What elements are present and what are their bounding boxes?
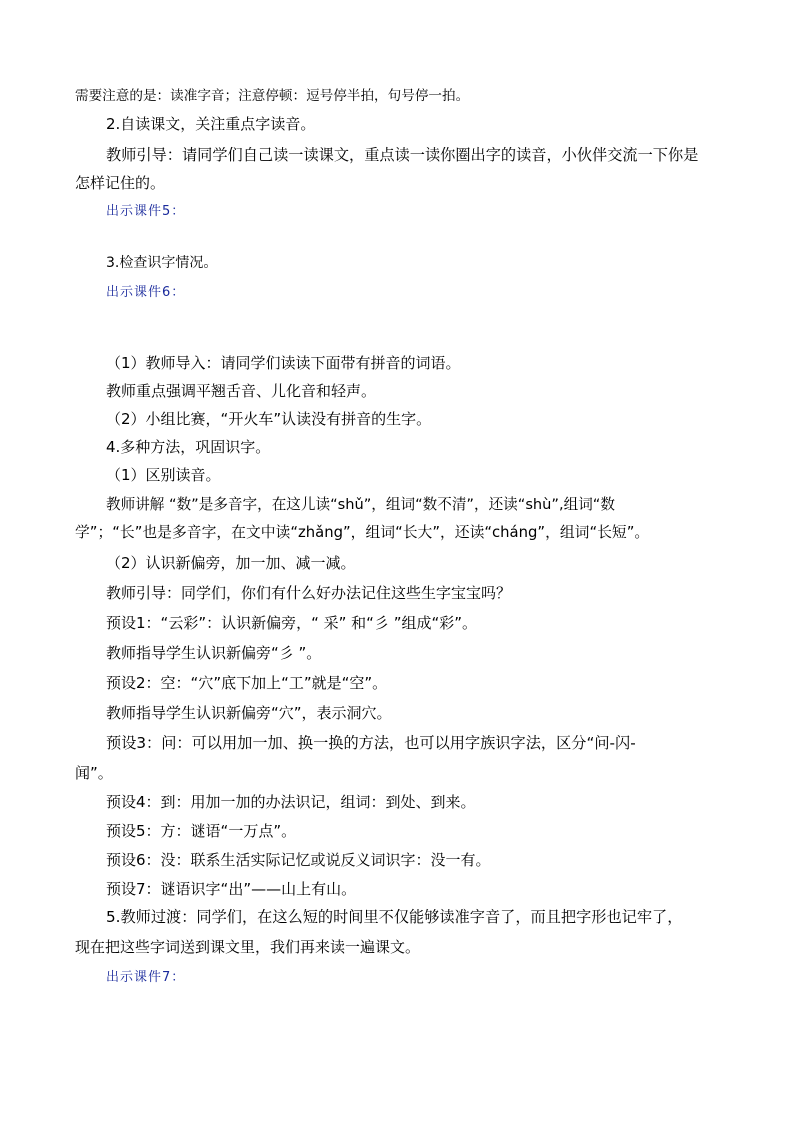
text-line: （2）认识新偏旁，加一加、减一减。 [106, 554, 356, 572]
text-line: 怎样记住的。 [75, 174, 166, 192]
text-line: 预设7：谜语识字“出”——山上有山。 [106, 880, 357, 898]
text-line: 教师引导：同学们，你们有什么好办法记住这些生字宝宝吗？ [106, 584, 512, 602]
text-line: 预设3：问：可以用加一加、换一换的方法，也可以用字族识字法，区分“问-闪- [106, 734, 636, 752]
text-line: 预设2：空：“穴”底下加上“工”就是“空”。 [106, 674, 388, 692]
text-line: 预设1：“云彩”：认识新偏旁，“ 采” 和“彡 ”组成“彩”。 [106, 614, 478, 632]
courseware-label: 出示课件7： [106, 970, 186, 985]
text-line: 5.教师过渡：同学们，在这么短的时间里不仅能够读准字音了，而且把字形也记牢了， [106, 908, 683, 926]
section-heading: 4.多种方法，巩固识字。 [106, 438, 271, 456]
text-line: 现在把这些字词送到课文里，我们再来读一遍课文。 [75, 938, 421, 956]
text-line: （1）教师导入：请同学们读读下面带有拼音的词语。 [106, 354, 461, 372]
text-line: （1）区别读音。 [106, 466, 221, 484]
text-line: 预设6：没：联系生活实际记忆或说反义词识字：没一有。 [106, 851, 491, 869]
section-heading: 3.检查识字情况。 [106, 255, 218, 271]
text-line: 闻”。 [75, 764, 113, 782]
text-line: 教师讲解 “数”是多音字，在这儿读“shǔ”，组词“数不清”，还读“shù”,组词“数 [106, 496, 615, 513]
text-line: 教师指导学生认识新偏旁“彡 ”。 [106, 644, 322, 662]
text-line: 学”；“长”也是多音字，在文中读“zhǎng”，组词“长大”，还读“cháng”，组词“长短”。 [75, 524, 650, 541]
text-line: （2）小组比赛，“开火车”认读没有拼音的生字。 [106, 410, 432, 428]
text-line: 教师重点强调平翘舌音、儿化音和轻声。 [106, 382, 377, 400]
text-line: 预设4：到：用加一加的办法识记，组词：到处、到来。 [106, 793, 476, 811]
text-line: 需要注意的是：读准字音；注意停顿：逗号停半拍，句号停一拍。 [75, 88, 470, 104]
text-line: 教师指导学生认识新偏旁“穴”，表示洞穴。 [106, 704, 392, 722]
section-heading: 2.自读课文，关注重点字读音。 [106, 115, 316, 133]
text-line: 预设5：方：谜语“一万点”。 [106, 822, 297, 840]
courseware-label: 出示课件6： [106, 285, 186, 300]
text-line: 教师引导：请同学们自己读一读课文，重点读一读你圈出字的读音，小伙伴交流一下你是 [106, 146, 699, 164]
courseware-label: 出示课件5： [106, 204, 186, 219]
